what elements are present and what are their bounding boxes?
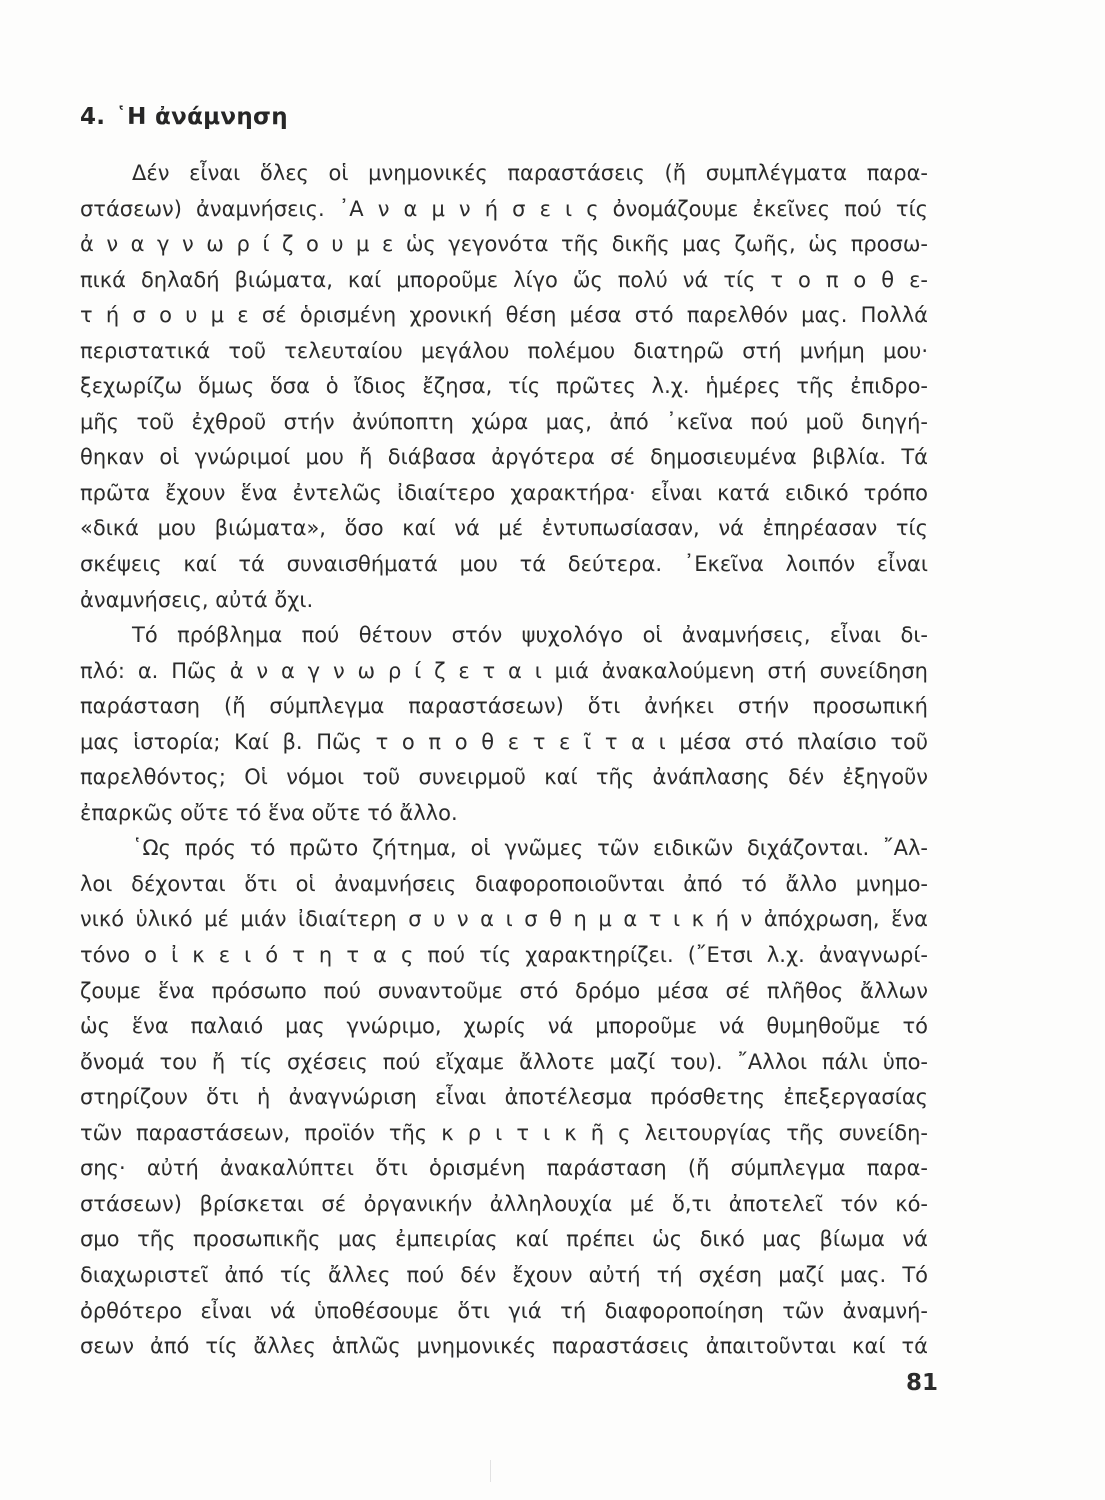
text-line: ζουμε ἕνα πρόσωπο πού συναντοῦμε στό δρόμο μέσα σέ πλῆθος ἄλλων xyxy=(80,978,928,1003)
text-line: ἀ ν α γ ν ω ρ ί ζ ο υ μ ε ὡς γεγονότα τῆς δικῆς μας ζωῆς, ὡς προσω- xyxy=(80,232,928,257)
text-line: θηκαν οἱ γνώριμοί μου ἤ διάβασα ἀργότερα σέ δημοσιευμένα βιβλία. Τά xyxy=(80,445,928,470)
text-line: πικά δηλαδή βιώματα, καί μποροῦμε λίγο ὥς πολύ νά τίς τ ο π ο θ ε- xyxy=(80,267,928,292)
text-line: τῶν παραστάσεων, προϊόν τῆς κ ρ ι τ ι κ ῆ ς λειτουργίας τῆς συνείδη- xyxy=(80,1120,928,1145)
text-line: ἐπαρκῶς οὔτε τό ἕνα οὔτε τό ἄλλο. xyxy=(80,800,458,825)
text-line: λοι δέχονται ὅτι οἱ ἀναμνήσεις διαφοροποιοῦνται ἀπό τό ἄλλο μνημο- xyxy=(80,871,928,896)
text-line: παράσταση (ἤ σύμπλεγμα παραστάσεων) ὅτι ἀνήκει στήν προσωπική xyxy=(80,694,928,719)
text-line: σμο τῆς προσωπικῆς μας ἐμπειρίας καί πρέπει ὡς δικό μας βίωμα νά xyxy=(80,1227,928,1252)
text-line: παρελθόντος; Οἱ νόμοι τοῦ συνειρμοῦ καί τῆς ἀνάπλασης δέν ἐξηγοῦν xyxy=(80,765,928,790)
page-number: 81 xyxy=(906,1370,939,1396)
scan-mark xyxy=(490,1460,491,1482)
section-number: 4. xyxy=(80,104,106,130)
text-line: ὡς ἕνα παλαιό μας γνώριμο, χωρίς νά μποροῦμε νά θυμηθοῦμε τό xyxy=(80,1014,928,1039)
text-line: μας ἱστορία; Καί β. Πῶς τ ο π ο θ ε τ ε ῖ τ α ι μέσα στό πλαίσιο τοῦ xyxy=(80,729,928,754)
text-line: μῆς τοῦ ἐχθροῦ στήν ἀνύποπτη χώρα μας, ἀπό ᾿κεῖνα πού μοῦ διηγή- xyxy=(80,409,928,434)
text-line: «δικά μου βιώματα», ὅσο καί νά μέ ἐντυπωσίασαν, νά ἐπηρέασαν τίς xyxy=(80,516,928,541)
text-line: Δέν εἶναι ὅλες οἱ μνημονικές παραστάσεις (ἤ συμπλέγματα παρα- xyxy=(132,161,928,185)
text-line: στάσεων) ἀναμνήσεις. ᾿Α ν α μ ν ή σ ε ι ς ὀνομάζουμε ἐκεῖνες πού τίς xyxy=(80,196,928,221)
text-line: ξεχωρίζω ὅμως ὅσα ὁ ἴδιος ἔζησα, τίς πρῶτες λ.χ. ἡμέρες τῆς ἐπιδρο- xyxy=(80,374,928,399)
text-line: ἀναμνήσεις, αὐτά ὄχι. xyxy=(80,587,314,612)
text-line: ὄνομά του ἤ τίς σχέσεις πού εἴχαμε ἄλλοτε μαζί του). ῎Αλλοι πάλι ὑπο- xyxy=(80,1049,928,1074)
body-text xyxy=(80,156,928,1365)
text-line: Τό πρόβλημα πού θέτουν στόν ψυχολόγο οἱ ἀναμνήσεις, εἶναι δι- xyxy=(132,623,928,648)
text-line: στηρίζουν ὅτι ἡ ἀναγνώριση εἶναι ἀποτέλεσμα πρόσθετης ἐπεξεργασίας xyxy=(80,1085,928,1110)
text-line: πρῶτα ἔχουν ἕνα ἐντελῶς ἰδιαίτερο χαρακτήρα· εἶναι κατά ειδικό τρόπο xyxy=(80,480,928,505)
text-line: νικό ὑλικό μέ μιάν ἰδιαίτερη σ υ ν α ι σ θ η μ α τ ι κ ή ν ἀπόχρωση, ἕνα xyxy=(80,907,928,932)
text-line: περιστατικά τοῦ τελευταίου μεγάλου πολέμου διατηρῶ στή μνήμη μου· xyxy=(80,338,928,363)
text-line: διαχωριστεῖ ἀπό τίς ἄλλες πού δέν ἔχουν αὐτή τή σχέση μαζί μας. Τό xyxy=(80,1262,928,1287)
section-heading xyxy=(80,104,288,130)
text-line: σης· αὐτή ἀνακαλύπτει ὅτι ὁρισμένη παράσταση (ἤ σύμπλεγμα παρα- xyxy=(80,1156,928,1181)
text-line: στάσεων) βρίσκεται σέ ὀργανικήν ἀλληλουχία μέ ὅ,τι ἀποτελεῖ τόν κό- xyxy=(80,1191,928,1216)
text-line: σεων ἀπό τίς ἄλλες ἁπλῶς μνημονικές παραστάσεις ἀπαιτοῦνται καί τά xyxy=(80,1334,928,1359)
text-line: ῾Ως πρός τό πρῶτο ζήτημα, οἱ γνῶμες τῶν ειδικῶν διχάζονται. ῎Αλ- xyxy=(132,836,928,861)
text-line: τόνο ο ἰ κ ε ι ό τ η τ α ς πού τίς χαρακτηρίζει. (῎Ετσι λ.χ. ἀναγνωρί- xyxy=(80,943,928,968)
text-line: ὀρθότερο εἶναι νά ὑποθέσουμε ὅτι γιά τή διαφοροποίηση τῶν ἀναμνή- xyxy=(80,1298,928,1323)
text-line: πλό: α. Πῶς ἀ ν α γ ν ω ρ ί ζ ε τ α ι μιά ἀνακαλούμενη στή συνείδηση xyxy=(80,658,928,683)
section-title: ῾Η ἀνάμνηση xyxy=(115,104,288,130)
text-line: σκέψεις καί τά συναισθήματά μου τά δεύτερα. ᾿Εκεῖνα λοιπόν εἶναι xyxy=(80,552,928,577)
text-line: τ ή σ ο υ μ ε σέ ὁρισμένη χρονική θέση μέσα στό παρελθόν μας. Πολλά xyxy=(80,303,928,328)
